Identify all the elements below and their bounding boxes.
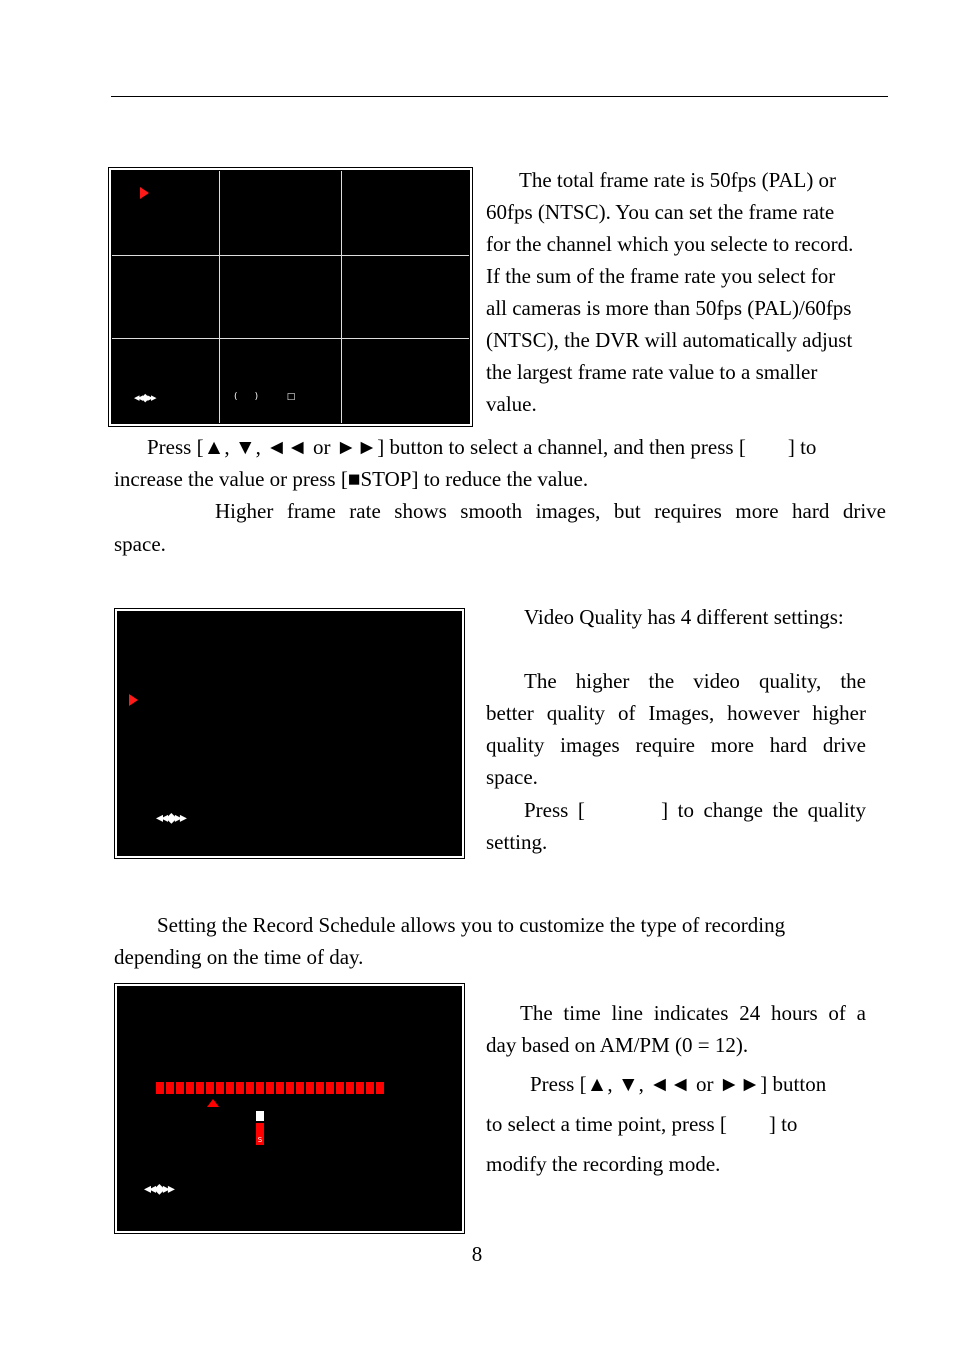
mode-indicator-mid [256, 1123, 264, 1135]
timeline-segment[interactable] [266, 1082, 274, 1094]
grid-divider [112, 255, 469, 256]
grid-divider [341, 171, 342, 423]
timeline-segment[interactable] [256, 1082, 264, 1094]
timeline-segment[interactable] [326, 1082, 334, 1094]
higher-frame-rate-note-end: space. [114, 532, 166, 556]
video-quality-screen [118, 612, 461, 855]
mode-indicator-label: S [257, 1136, 263, 1144]
page-number: 8 [471, 1242, 483, 1266]
timeline-segment[interactable] [376, 1082, 384, 1094]
paragraph-line: the largest frame rate value to a smaller [486, 360, 818, 384]
quality-press-instruction: Press [ ] to change the quality [524, 798, 866, 822]
mode-indicator-top [256, 1111, 264, 1121]
timeline-segment[interactable] [166, 1082, 174, 1094]
timeline-segment[interactable] [346, 1082, 354, 1094]
schedule-press-instruction: modify the recording mode. [486, 1152, 721, 1176]
timeline-segment[interactable] [216, 1082, 224, 1094]
schedule-intro-line: depending on the time of day. [114, 945, 364, 969]
timeline-segment[interactable] [306, 1082, 314, 1094]
video-quality-heading: Video Quality has 4 different settings: [524, 605, 844, 629]
timeline-segment[interactable] [286, 1082, 294, 1094]
timeline-cursor-icon [207, 1099, 219, 1107]
timeline-segment[interactable] [276, 1082, 284, 1094]
timeline-segment[interactable] [356, 1082, 364, 1094]
higher-frame-rate-note: Higher frame rate shows smooth images, but requires more hard drive [215, 499, 886, 523]
timeline-segment[interactable] [296, 1082, 304, 1094]
schedule-timeline [156, 1082, 384, 1094]
timeline-description: day based on AM/PM (0 = 12). [486, 1033, 749, 1057]
selection-arrow-icon [140, 187, 149, 199]
navigation-arrows-icon: ◂◂◆▸▸ [144, 1181, 173, 1197]
paragraph-line: If the sum of the frame rate you select for [486, 264, 836, 288]
timeline-segment[interactable] [156, 1082, 164, 1094]
schedule-press-instruction: to select a time point, press [ ] to [486, 1112, 798, 1136]
timeline-segment[interactable] [316, 1082, 324, 1094]
paragraph-line: 60fps (NTSC). You can set the frame rate [486, 200, 835, 224]
paragraph-line: better quality of Images, however higher [486, 701, 866, 725]
timeline-segment[interactable] [336, 1082, 344, 1094]
paragraph-line: quality images require more hard drive [486, 733, 866, 757]
timeline-segment[interactable] [196, 1082, 204, 1094]
header-rule [111, 96, 888, 97]
paragraph-line: value. [486, 392, 537, 416]
timeline-segment[interactable] [206, 1082, 214, 1094]
press-instruction-line: increase the value or press [■STOP] to reduce the value. [114, 467, 589, 491]
navigation-arrows-icon: ◂◂◆▸▸ [156, 810, 185, 826]
paragraph-line: The higher the video quality, the [524, 669, 866, 693]
press-instruction-line: Press [▲, ▼, ◄◄ or ►►] button to select a channel, and then press [ ] to [147, 435, 817, 459]
timeline-segment[interactable] [226, 1082, 234, 1094]
timeline-segment[interactable] [236, 1082, 244, 1094]
schedule-press-instruction: Press [▲, ▼, ◄◄ or ►►] button [530, 1072, 827, 1096]
paragraph-line: space. [486, 765, 538, 789]
screen-glyphs: ( ) □ [234, 392, 296, 402]
timeline-segment[interactable] [366, 1082, 374, 1094]
schedule-intro-line: Setting the Record Schedule allows you to customize the type of recording [157, 913, 786, 937]
quality-press-instruction-end: setting. [486, 830, 548, 854]
timeline-description: The time line indicates 24 hours of a [520, 1001, 866, 1025]
paragraph-line: all cameras is more than 50fps (PAL)/60fps [486, 296, 852, 320]
grid-divider [112, 338, 469, 339]
grid-divider [219, 171, 220, 423]
navigation-arrows-icon: ◂◂◆▸▸ [134, 391, 155, 404]
paragraph-line: for the channel which you selecte to record. [486, 232, 854, 256]
timeline-segment[interactable] [246, 1082, 254, 1094]
record-schedule-screen [118, 987, 461, 1230]
paragraph-line: (NTSC), the DVR will automatically adjust [486, 328, 853, 352]
selection-arrow-icon [129, 694, 138, 706]
paragraph-line: The total frame rate is 50fps (PAL) or [519, 168, 837, 192]
timeline-segment[interactable] [176, 1082, 184, 1094]
timeline-segment[interactable] [186, 1082, 194, 1094]
frame-rate-screen [112, 171, 469, 423]
